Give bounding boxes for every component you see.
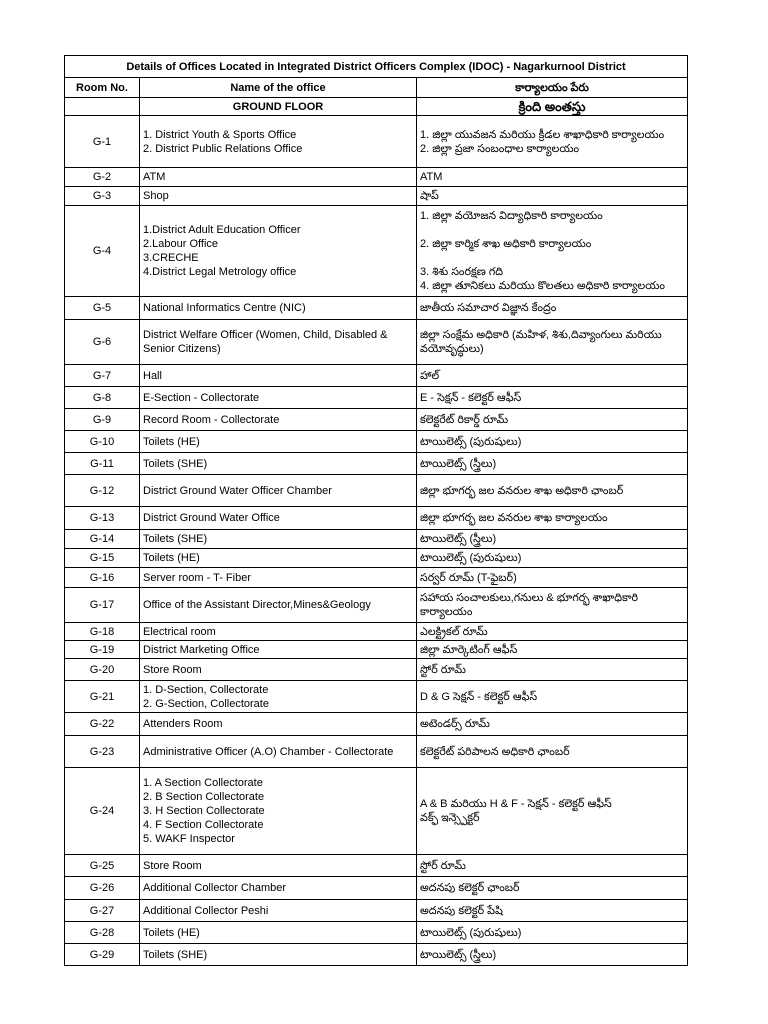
table-row — [65, 187, 688, 206]
table-row — [65, 297, 688, 320]
office-name-telugu-cell: కలెక్టరేట్ పరిపాలన అధికారి ఛాంబర్ — [417, 736, 688, 768]
room-number-cell: G-18 — [65, 623, 140, 641]
office-name-telugu-cell: జిల్లా భూగర్భ జల వనరుల శాఖ కార్యాలయం — [417, 507, 688, 530]
office-name-cell: Toilets (HE) — [140, 922, 417, 944]
office-name-telugu-cell: టాయిలెట్స్ (స్త్రీలు) — [417, 944, 688, 966]
table-row — [65, 623, 688, 641]
office-name-cell: 1.District Adult Education Officer 2.Labour Office 3.CRECHE 4.District Legal Metrology office — [140, 206, 417, 297]
room-number-cell: G-29 — [65, 944, 140, 966]
title-row — [65, 56, 688, 78]
table-row — [65, 206, 688, 297]
office-name-telugu-cell: అటెండర్స్ రూమ్ — [417, 713, 688, 736]
office-name-cell: Toilets (SHE) — [140, 453, 417, 475]
office-name-cell: Additional Collector Peshi — [140, 900, 417, 922]
room-number-cell: G-28 — [65, 922, 140, 944]
room-number-cell: G-6 — [65, 320, 140, 365]
office-name-telugu-cell: టాయిలెట్స్ (స్త్రీలు) — [417, 530, 688, 549]
room-number-cell: G-25 — [65, 855, 140, 877]
table-row — [65, 713, 688, 736]
office-name-telugu-cell: ఎలక్ట్రికల్ రూమ్ — [417, 623, 688, 641]
office-name-telugu-cell: 1. జిల్లా యువజన మరియు క్రీడల శాఖాధికారి కార్యాలయం 2. జిల్లా ప్రజా సంబంధాల కార్యాలయం — [417, 116, 688, 168]
table-row — [65, 387, 688, 409]
office-name-telugu-cell: అదనపు కలెక్టర్ పేషి — [417, 900, 688, 922]
office-name-cell: Attenders Room — [140, 713, 417, 736]
room-number-cell: G-26 — [65, 877, 140, 900]
room-number-cell: G-11 — [65, 453, 140, 475]
office-name-telugu-cell: జిల్లా మార్కెటింగ్ ఆఫీస్ — [417, 641, 688, 659]
office-name-telugu-cell: హాల్ — [417, 365, 688, 387]
table-row — [65, 475, 688, 507]
office-name-cell: District Ground Water Officer Chamber — [140, 475, 417, 507]
table-row — [65, 549, 688, 568]
office-name-cell: Electrical room — [140, 623, 417, 641]
room-number-cell: G-20 — [65, 659, 140, 681]
room-number-cell: G-16 — [65, 568, 140, 588]
office-name-telugu-cell: టాయిలెట్స్ (పురుషులు) — [417, 922, 688, 944]
office-name-telugu-cell: టాయిలెట్స్ (స్త్రీలు) — [417, 453, 688, 475]
office-name-telugu-cell: అదనపు కలెక్టర్ ఛాంబర్ — [417, 877, 688, 900]
office-name-telugu-cell: 1. జిల్లా వయోజన విద్యాధికారి కార్యాలయం 2. జిల్లా కార్మిక శాఖ అధికారి కార్యాలయం 3. శిశు సంరక్షణ గది 4. జిల్లా తూనికలు మరియు కొలతలు అధికారి కార్యాలయం — [417, 206, 688, 297]
office-name-cell: National Informatics Centre (NIC) — [140, 297, 417, 320]
table-row — [65, 588, 688, 623]
table-row — [65, 409, 688, 431]
table-row — [65, 681, 688, 713]
table-row — [65, 900, 688, 922]
office-name-telugu-cell: కలెక్టరేట్ రికార్డ్ రూమ్ — [417, 409, 688, 431]
room-number-cell: G-3 — [65, 187, 140, 206]
floor-name: GROUND FLOOR — [140, 98, 417, 116]
table-row — [65, 365, 688, 387]
table-row — [65, 641, 688, 659]
table-title: Details of Offices Located in Integrated District Officers Complex (IDOC) - Nagarkurnool District — [65, 56, 688, 78]
table-row — [65, 659, 688, 681]
office-name-cell: 1. D-Section, Collectorate 2. G-Section, Collectorate — [140, 681, 417, 713]
room-number-cell: G-13 — [65, 507, 140, 530]
office-name-cell: Toilets (HE) — [140, 431, 417, 453]
office-name-telugu-cell: టాయిలెట్స్ (పురుషులు) — [417, 549, 688, 568]
table-row — [65, 944, 688, 966]
floor-empty-cell — [65, 98, 140, 116]
room-number-cell: G-9 — [65, 409, 140, 431]
office-name-cell: Store Room — [140, 855, 417, 877]
room-number-cell: G-10 — [65, 431, 140, 453]
floor-name-telugu: క్రింది అంతస్తు — [417, 98, 688, 116]
office-name-cell: E-Section - Collectorate — [140, 387, 417, 409]
office-name-telugu-cell: ATM — [417, 168, 688, 187]
office-name-telugu-cell: స్టోర్ రూమ్ — [417, 659, 688, 681]
table-row — [65, 507, 688, 530]
office-name-cell: District Welfare Officer (Women, Child, Disabled & Senior Citizens) — [140, 320, 417, 365]
office-name-cell: Toilets (HE) — [140, 549, 417, 568]
table-row — [65, 116, 688, 168]
table-row — [65, 530, 688, 549]
floor-row — [65, 98, 688, 116]
office-name-telugu-cell: సర్వర్ రూమ్ (T-ఫైబర్) — [417, 568, 688, 588]
office-name-cell: Record Room - Collectorate — [140, 409, 417, 431]
office-name-telugu-cell: జిల్లా భూగర్భ జల వనరుల శాఖ అధికారి ఛాంబర్ — [417, 475, 688, 507]
office-name-cell: Shop — [140, 187, 417, 206]
room-number-cell: G-2 — [65, 168, 140, 187]
room-number-cell: G-19 — [65, 641, 140, 659]
room-number-cell: G-14 — [65, 530, 140, 549]
table-row — [65, 168, 688, 187]
room-number-cell: G-21 — [65, 681, 140, 713]
office-name-cell: District Ground Water Office — [140, 507, 417, 530]
room-number-cell: G-15 — [65, 549, 140, 568]
room-number-cell: G-7 — [65, 365, 140, 387]
room-number-cell: G-4 — [65, 206, 140, 297]
table-row — [65, 877, 688, 900]
office-name-cell: Store Room — [140, 659, 417, 681]
table-row — [65, 453, 688, 475]
table-row — [65, 568, 688, 588]
office-table — [64, 55, 688, 966]
office-name-cell: District Marketing Office — [140, 641, 417, 659]
office-name-cell: Toilets (SHE) — [140, 530, 417, 549]
room-number-cell: G-24 — [65, 768, 140, 855]
header-office-name-telugu: కార్యాలయం పేరు — [417, 78, 688, 98]
header-office-name: Name of the office — [140, 78, 417, 98]
office-name-cell: Toilets (SHE) — [140, 944, 417, 966]
office-name-telugu-cell: టాయిలెట్స్ (పురుషులు) — [417, 431, 688, 453]
office-name-cell: ATM — [140, 168, 417, 187]
table-row — [65, 922, 688, 944]
room-number-cell: G-17 — [65, 588, 140, 623]
table-row — [65, 736, 688, 768]
office-name-cell: 1. A Section Collectorate 2. B Section Collectorate 3. H Section Collectorate 4. F Section Collectorate 5. WAKF Inspector — [140, 768, 417, 855]
office-name-telugu-cell: స్టోర్ రూమ్ — [417, 855, 688, 877]
room-number-cell: G-27 — [65, 900, 140, 922]
table-row — [65, 855, 688, 877]
room-number-cell: G-22 — [65, 713, 140, 736]
table-row — [65, 431, 688, 453]
office-name-telugu-cell: A & B మరియు H & F - సెక్షన్ - కలెక్టర్ ఆఫీస్ వక్ఫ్ ఇన్స్పెక్టర్ — [417, 768, 688, 855]
office-name-telugu-cell: షాప్ — [417, 187, 688, 206]
table-row — [65, 320, 688, 365]
header-row — [65, 78, 688, 98]
table-row — [65, 768, 688, 855]
office-name-cell: Administrative Officer (A.O) Chamber - Collectorate — [140, 736, 417, 768]
office-name-cell: 1. District Youth & Sports Office 2. District Public Relations Office — [140, 116, 417, 168]
room-number-cell: G-1 — [65, 116, 140, 168]
office-name-telugu-cell: జాతీయ సమాచార విజ్ఞాన కేంద్రం — [417, 297, 688, 320]
office-name-cell: Office of the Assistant Director,Mines&Geology — [140, 588, 417, 623]
room-number-cell: G-8 — [65, 387, 140, 409]
header-room-no: Room No. — [65, 78, 140, 98]
office-name-telugu-cell: సహాయ సంచాలకులు,గనులు & భూగర్భ శాఖాధికారి కార్యాలయం — [417, 588, 688, 623]
office-name-telugu-cell: E - సెక్షన్ - కలెక్టర్ ఆఫీస్ — [417, 387, 688, 409]
office-name-telugu-cell: D & G సెక్షన్ - కలెక్టర్ ఆఫీస్ — [417, 681, 688, 713]
room-number-cell: G-5 — [65, 297, 140, 320]
office-name-cell: Server room - T- Fiber — [140, 568, 417, 588]
room-number-cell: G-23 — [65, 736, 140, 768]
office-name-telugu-cell: జిల్లా సంక్షేమ అధికారి (మహిళ, శిశు,దివ్యాంగులు మరియు వయోవృద్ధులు) — [417, 320, 688, 365]
room-number-cell: G-12 — [65, 475, 140, 507]
office-name-cell: Hall — [140, 365, 417, 387]
table-body — [65, 56, 688, 966]
office-name-cell: Additional Collector Chamber — [140, 877, 417, 900]
